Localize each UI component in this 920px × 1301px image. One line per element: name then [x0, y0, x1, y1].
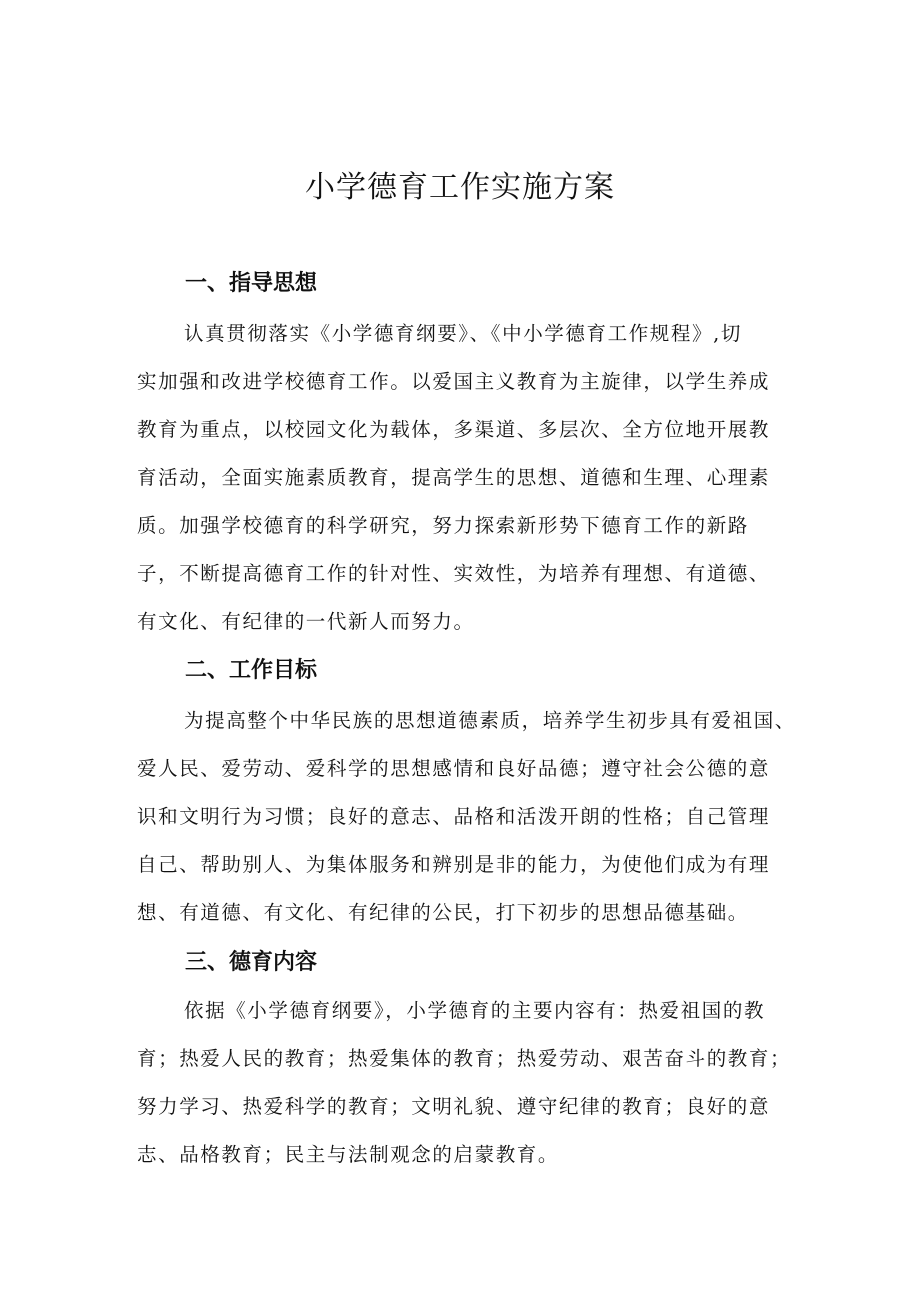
document-title: 小学德育工作实施方案 [305, 170, 615, 205]
section-paragraph-guiding-ideology [137, 310, 837, 646]
paragraph-line: 育；热爱人民的教育；热爱集体的教育；热爱劳动、艰苦奋斗的教育； [137, 1047, 792, 1070]
paragraph-line: 教育为重点，以校园文化为载体，多渠道、多层次、全方位地开展教 [137, 418, 771, 441]
paragraph-line: 识和文明行为习惯；良好的意志、品格和活泼开朗的性格；自己管理 [137, 805, 771, 828]
paragraph-line: 有文化、有纪律的一代新人而努力。 [137, 610, 475, 633]
paragraph-line: 自己、帮助别人、为集体服务和辨别是非的能力，为使他们成为有理 [137, 853, 771, 876]
paragraph-line: 实加强和改进学校德育工作。以爱国主义教育为主旋律，以学生养成 [137, 370, 771, 393]
section-heading-moral-content: 三、德育内容 [185, 950, 318, 975]
paragraph-line: 育活动，全面实施素质教育，提高学生的思想、道德和生理、心理素 [137, 466, 771, 489]
paragraph-line: 质。加强学校德育的科学研究，努力探索新形势下德育工作的新路 [137, 514, 749, 537]
paragraph-line: 努力学习、热爱科学的教育；文明礼貌、遵守纪律的教育；良好的意 [137, 1095, 771, 1118]
paragraph-line: 认真贯彻落实《小学德育纲要》、《中小学德育工作规程》,切 [184, 322, 742, 345]
paragraph-line: 依据《小学德育纲要》，小学德育的主要内容有：热爱祖国的教 [184, 999, 766, 1022]
section-heading-guiding-ideology: 一、指导思想 [185, 271, 318, 296]
section-paragraph-work-goals [137, 697, 837, 937]
paragraph-line: 想、有道德、有文化、有纪律的公民，打下初步的思想品德基础。 [137, 901, 749, 924]
paragraph-line: 爱人民、爱劳动、爱科学的思想感情和良好品德；遵守社会公德的意 [137, 757, 771, 780]
paragraph-line: 志、品格教育；民主与法制观念的启蒙教育。 [137, 1143, 560, 1166]
paragraph-line: 子，不断提高德育工作的针对性、实效性，为培养有理想、有道德、 [137, 562, 771, 585]
paragraph-line: 为提高整个中华民族的思想道德素质，培养学生初步具有爱祖国、 [184, 709, 796, 732]
section-paragraph-moral-content [137, 987, 837, 1179]
section-heading-work-goals: 二、工作目标 [185, 658, 318, 683]
